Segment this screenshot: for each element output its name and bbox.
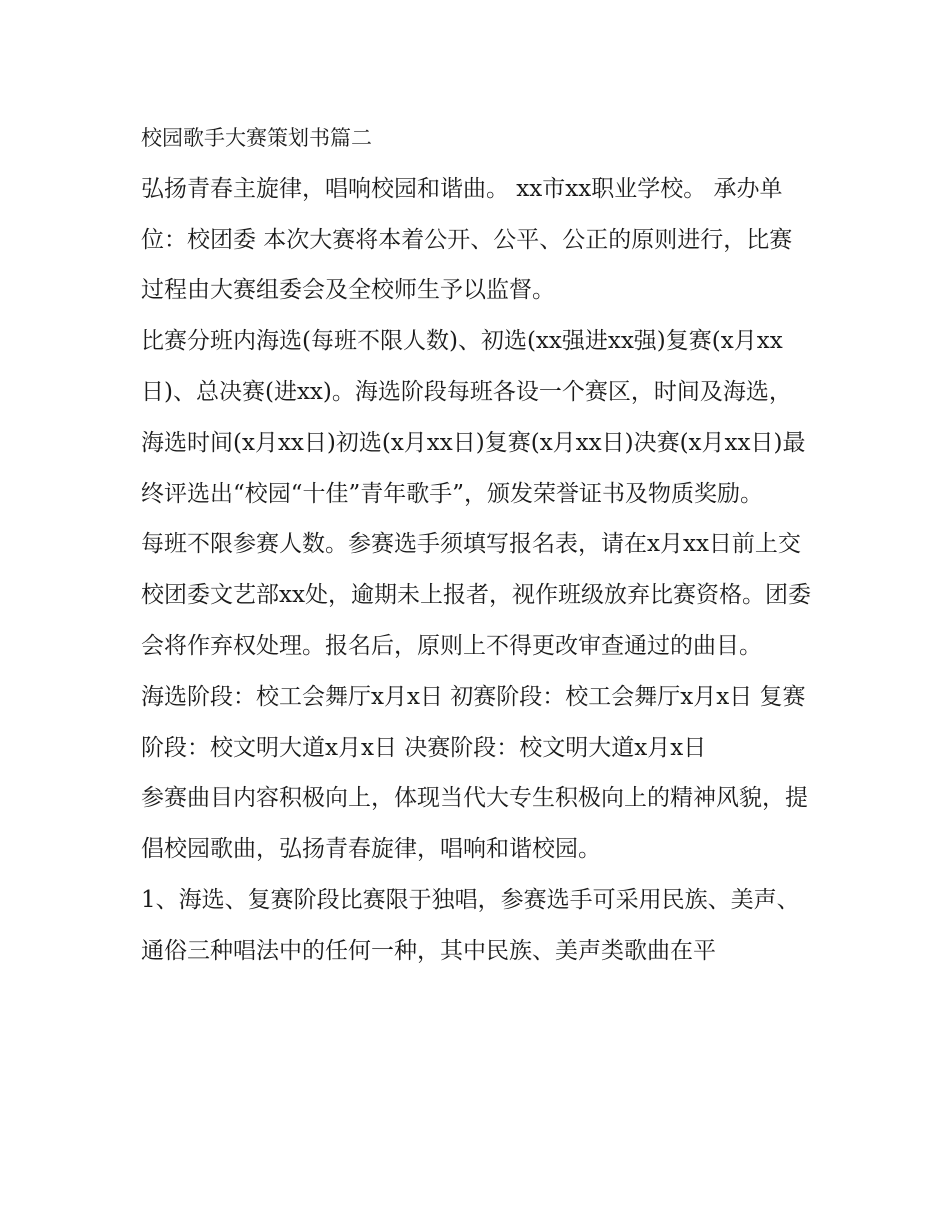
document-title: 校园歌手大赛策划书篇二 [141, 126, 372, 150]
paragraph-competition-stages: 比赛分班内海选(每班不限人数)、初选(xx强进xx强)复赛(x月xx日)、总决赛(进xx)。海选阶段每班各设一个赛区，时间及海选，海选时间(x月xx日)初选(x月xx日)复赛(x月xx日)决赛(x月xx日)最终评选出“校园“十佳”青年歌手”，颁发荣誉证书及物质奖励。 [141, 328, 806, 507]
document-body [141, 113, 813, 977]
paragraph-venues: 海选阶段：校工会舞厅x月x日 初赛阶段：校工会舞厅x月x日 复赛阶段：校文明大道x月x日 决赛阶段：校文明大道x月x日 [141, 683, 806, 761]
paragraph-song-requirements: 参赛曲目内容积极向上，体现当代大专生积极向上的精神风貌，提倡校园歌曲，弘扬青春旋律，唱响和谐校园。 [141, 785, 808, 863]
paragraph-registration: 每班不限参赛人数。参赛选手须填写报名表，请在x月xx日前上交校团委文艺部xx处，逾期未上报者，视作班级放弃比赛资格。团委会将作弃权处理。报名后，原则上不得更改审查通过的曲目。 [141, 531, 811, 659]
paragraph-rule-1: 1、海选、复赛阶段比赛限于独唱，参赛选手可采用民族、美声、通俗三种唱法中的任何一种，其中民族、美声类歌曲在平 [141, 886, 800, 964]
paragraph-organizers: 弘扬青春主旋律，唱响校园和谐曲。 xx市xx职业学校。 承办单位：校团委 本次大赛将本着公开、公平、公正的原则进行，比赛过程由大赛组委会及全校师生予以监督。 [141, 175, 793, 304]
